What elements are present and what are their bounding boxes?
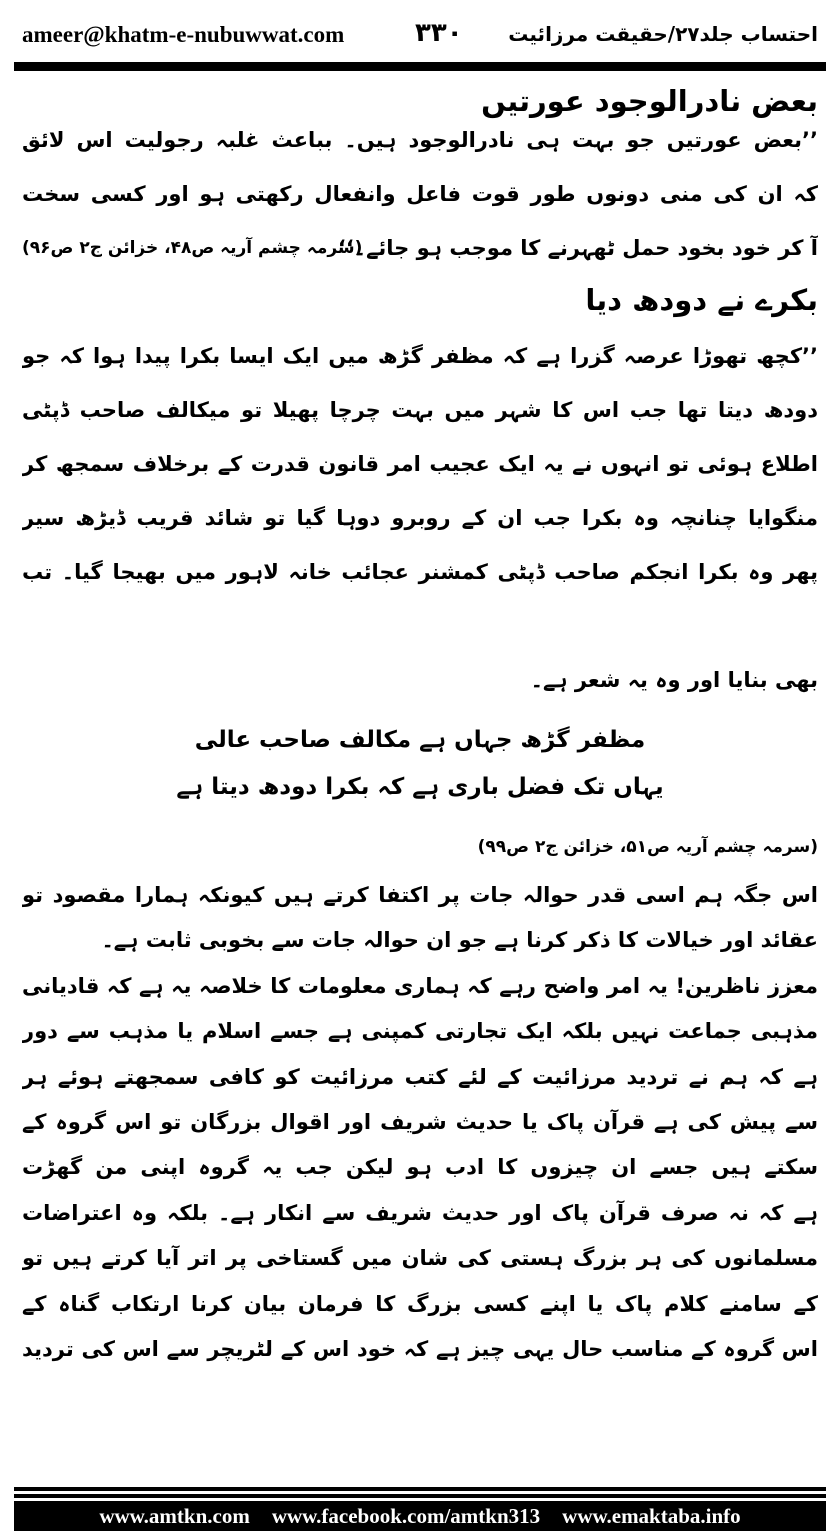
body-line: معزز ناظرین! یہ امر واضح رہے کہ ہماری معلومات کا خلاصہ یہ ہے کہ قادیانی xyxy=(22,974,818,998)
body-line: ہے کہ نہ صرف قرآن پاک اور حدیث شریف سے انکار ہے۔ بلکہ وہ اعتراضات xyxy=(22,1201,818,1225)
body-line: ’’کچھ تھوڑا عرصہ گزرا ہے کہ مظفر گڑھ میں ایک ایسا بکرا پیدا ہوا کہ جو xyxy=(22,344,818,368)
body-line: عقائد اور خیالات کا ذکر کرنا ہے جو ان حوالہ جات سے بخوبی ثابت ہے۔ xyxy=(101,928,818,952)
reference-citation: (سرمہ چشم آریہ ص۵۱، خزائن ج۲ ص۹۹) xyxy=(477,837,818,857)
body-line: ہے کہ ہم نے تردید مرزائیت کے لئے کتب مرزائیت کو کافی سمجھتے ہوئے ہر xyxy=(22,1065,818,1089)
reference-citation: (سرمہ چشم آریہ ص۴۸، خزائن ج۲ ص۹۶) xyxy=(22,238,363,258)
footer-bar xyxy=(14,1501,826,1531)
verse-line: یہاں تک فضل باری ہے کہ بکرا دودھ دیتا ہے xyxy=(176,774,664,800)
body-line: دودھ دیتا تھا جب اس کا شہر میں بہت چرچا پھیلا تو میکالف صاحب ڈپٹی xyxy=(22,398,818,422)
body-line: سے پیش کی ہے قرآن پاک یا حدیث شریف اور اقوال بزرگان تو اس گروہ کے xyxy=(22,1110,818,1134)
header-rule xyxy=(14,62,826,71)
header-email: ameer@khatm-e-nubuwwat.com xyxy=(22,22,345,47)
footer-link-emaktaba[interactable]: www.emaktaba.info xyxy=(562,1504,741,1528)
footer-rule xyxy=(14,1487,826,1491)
body-line: سکتے ہیں جسے ان چیزوں کا ادب ہو لیکن جب یہ گروہ اپنی من گھڑت xyxy=(22,1155,818,1179)
body-line: کہ ان کی منی دونوں طور قوت فاعل وانفعال رکھتی ہو اور کسی سخت xyxy=(22,182,818,206)
body-line: آ کر خود بخود حمل ٹھہرنے کا موجب ہو جائے۔‘‘ xyxy=(337,236,818,260)
body-line: اس جگہ ہم اسی قدر حوالہ جات پر اکتفا کرتے ہیں کیونکہ ہمارا مقصود تو xyxy=(22,883,818,907)
footer-rule xyxy=(14,1494,826,1498)
book-title: احتساب جلد۲۷/حقیقت مرزائیت xyxy=(508,22,818,46)
section-heading-goat-milk: بکرے نے دودھ دیا xyxy=(585,283,818,317)
body-line: کے سامنے کلام پاک یا اپنے کسی بزرگ کا فرمان بیان کرنا ارتکاب گناہ کے xyxy=(22,1292,818,1316)
verse-line: مظفر گڑھ جہاں ہے مکالف صاحب عالی xyxy=(194,727,646,753)
footer-link-facebook[interactable]: www.facebook.com/amtkn313 xyxy=(271,1504,541,1528)
body-line: منگوایا چنانچہ وہ بکرا جب ان کے روبرو دوہا گیا تو شائد قریب ڈیڑھ سیر xyxy=(22,506,818,530)
section-heading-rare-women: بعض نادرالوجود عورتیں xyxy=(481,84,818,118)
body-line: ’’بعض عورتیں جو بہت ہی نادرالوجود ہیں۔ بباعث غلبہ رجولیت اس لائق xyxy=(22,128,818,152)
footer-link-amtkn[interactable]: www.amtkn.com xyxy=(99,1504,250,1528)
body-line: مذہبی جماعت نہیں بلکہ ایک تجارتی کمپنی ہے جسے اسلام یا مذہب سے دور xyxy=(22,1019,818,1043)
body-line: بھی بنایا اور وہ یہ شعر ہے۔ xyxy=(530,668,818,692)
page-number: ۳۳۰ xyxy=(415,18,463,48)
body-line: اطلاع ہوئی تو انہوں نے یہ ایک عجیب امر قانون قدرت کے برخلاف سمجھ کر xyxy=(22,452,818,476)
body-line: پھر وہ بکرا انجکم صاحب ڈپٹی کمشنر عجائب خانہ لاہور میں بھیجا گیا۔ تب xyxy=(22,560,818,584)
body-line: مسلمانوں کی ہر بزرگ ہستی کی شان میں گستاخی پر اتر آیا کرتے ہیں تو xyxy=(22,1246,818,1270)
body-line: اس گروہ کے مناسب حال یہی چیز ہے کہ خود اس کے لٹریچر سے اس کی تردید xyxy=(22,1337,818,1361)
